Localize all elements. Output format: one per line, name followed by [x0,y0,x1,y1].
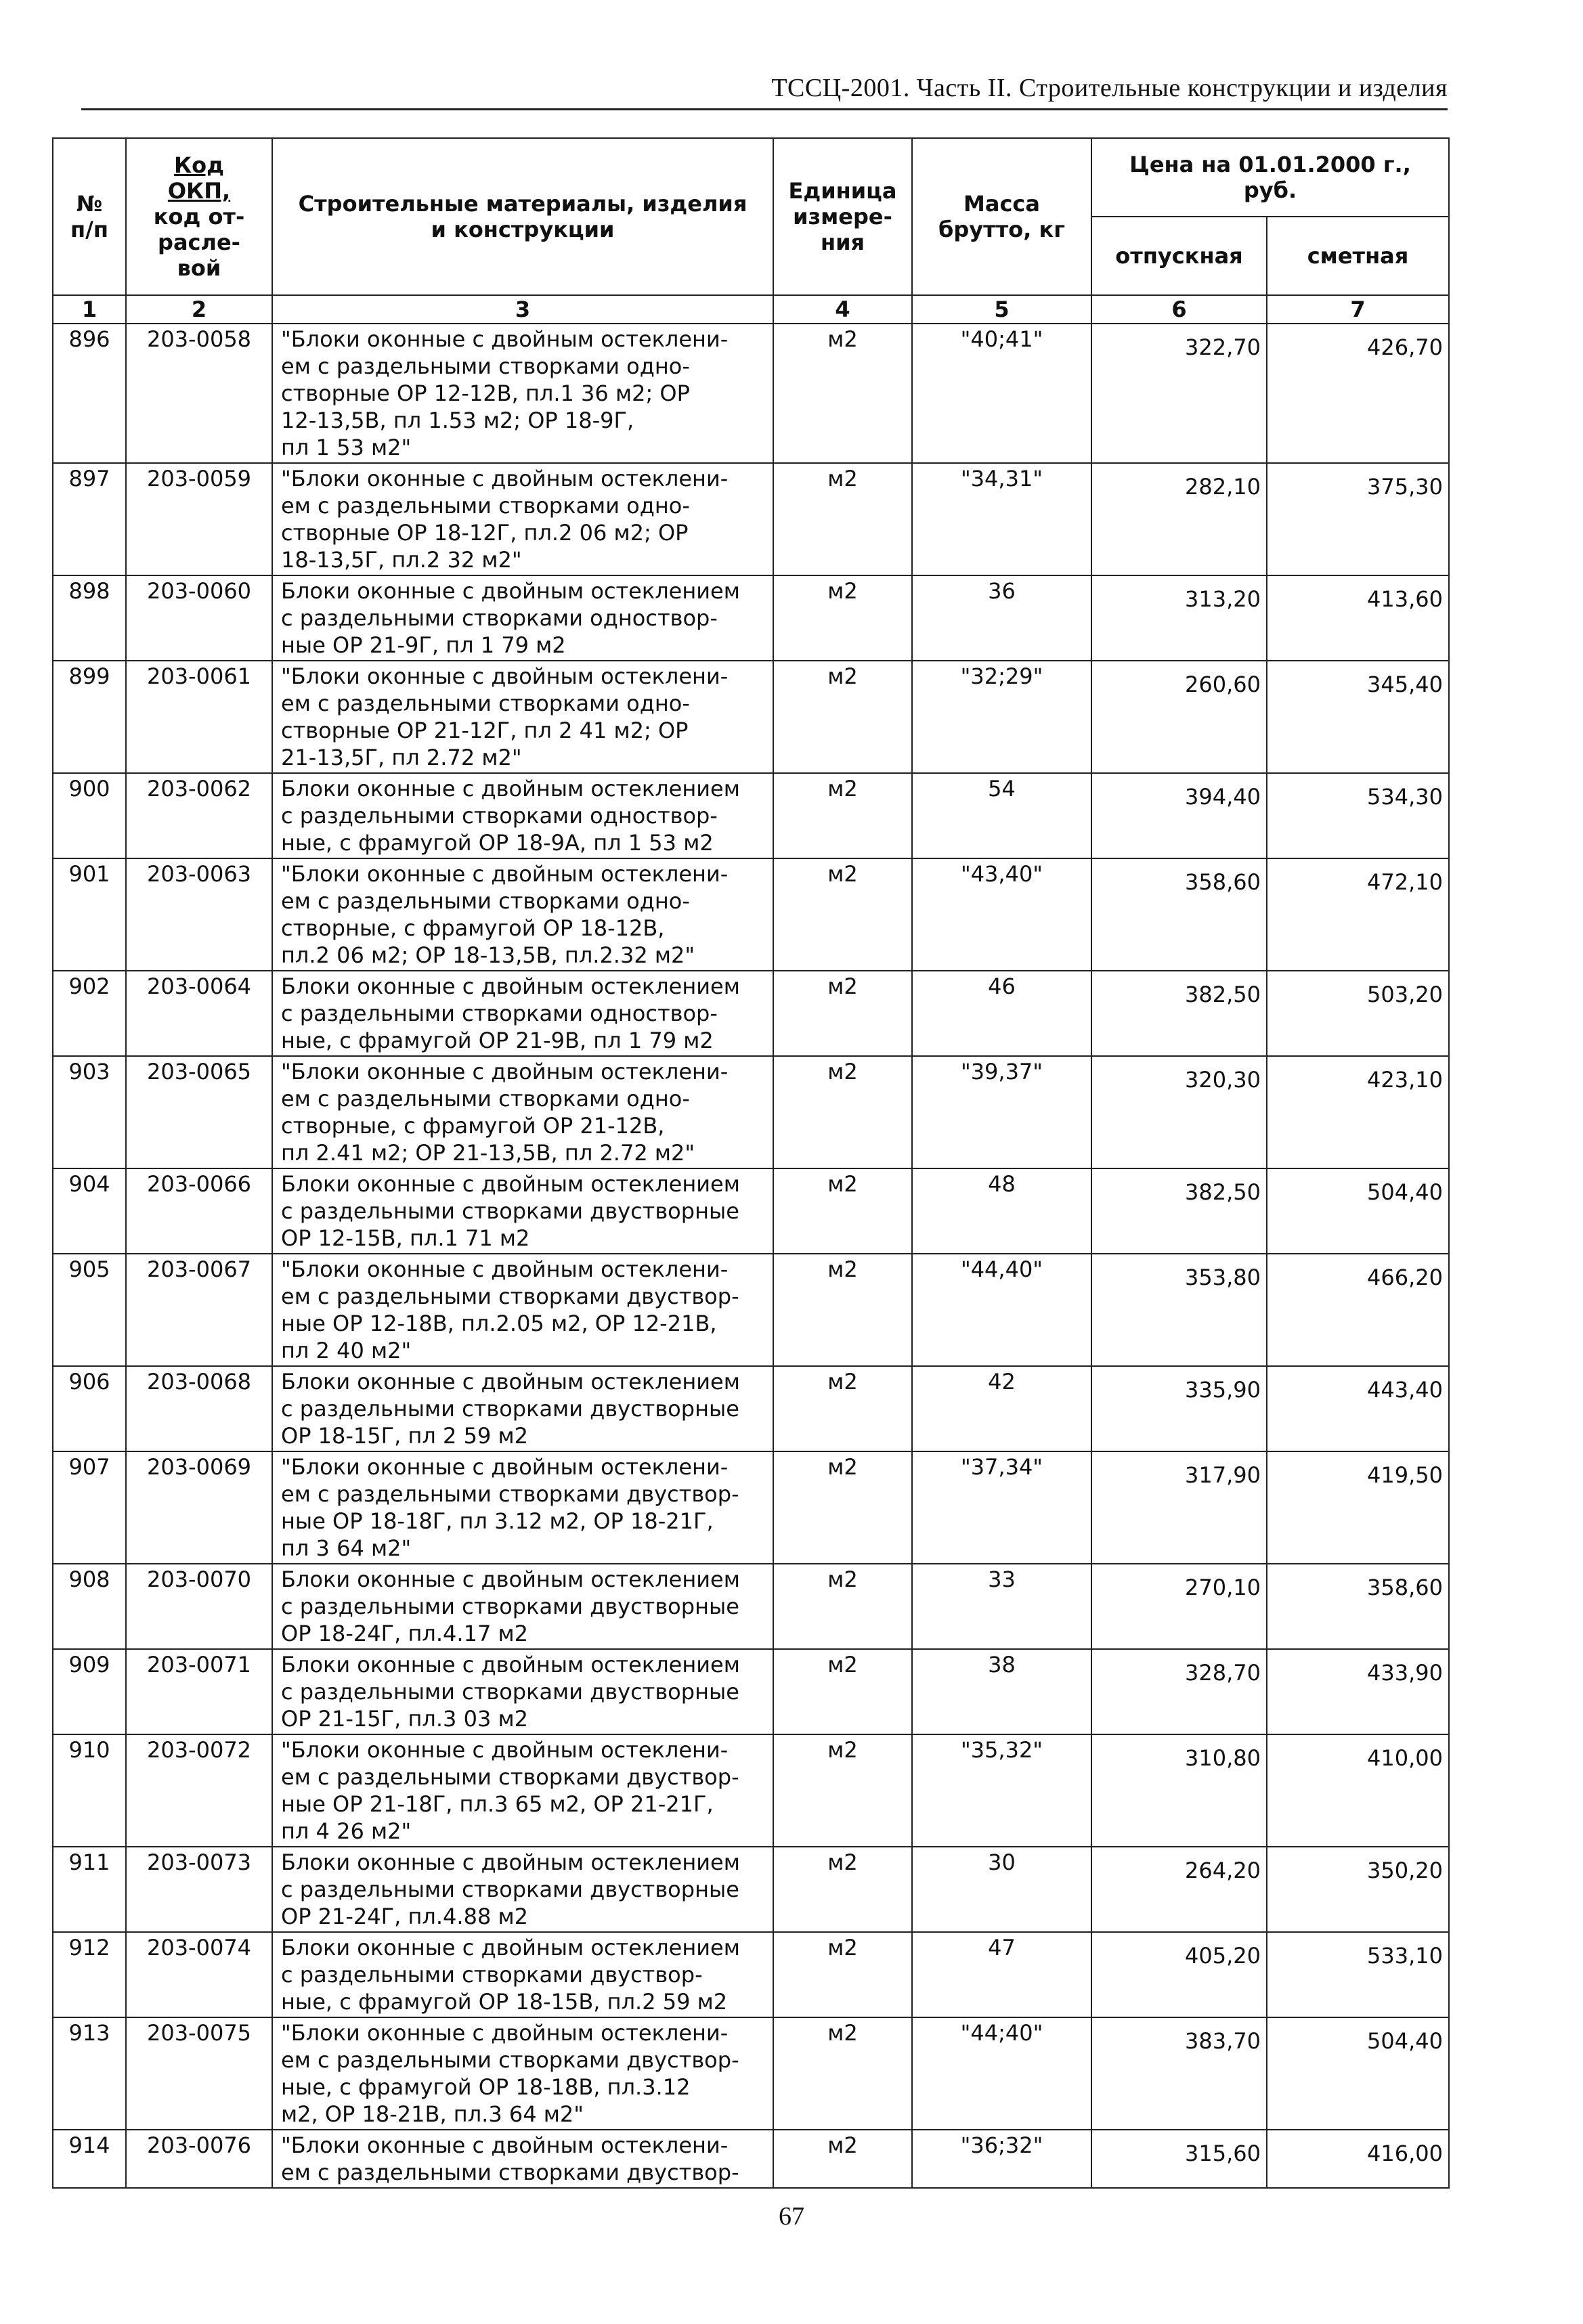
header-price-line1: Цена на 01.01.2000 г., [1129,152,1411,177]
row-description-line: ем с раздельными створками двуствор- [281,2159,739,2185]
row-number: 912 [53,1932,126,2017]
row-number: 904 [53,1168,126,1254]
row-mass: "39,37" [912,1056,1091,1168]
header-code-line4: расле- [158,229,240,255]
row-number: 902 [53,971,126,1056]
row-code: 203-0063 [126,858,272,971]
row-description-line: 18-13,5Г, пл.2 32 м2" [281,547,522,573]
row-code: 203-0073 [126,1847,272,1932]
row-release-price: 260,60 [1091,661,1267,773]
row-mass: 42 [912,1366,1091,1451]
table-row [53,1932,1449,2017]
row-code: 203-0070 [126,1564,272,1649]
row-release-price: 358,60 [1091,858,1267,971]
row-estimate-price: 416,00 [1267,2130,1449,2188]
header-name-line2: и конструкции [431,217,615,242]
table-row [53,971,1449,1056]
row-mass: "44;40" [912,2017,1091,2130]
row-description-line: "Блоки оконные с двойным остеклени- [281,861,729,887]
row-description-line: створные, с фрамугой ОР 18-12В, [281,915,665,941]
row-description [272,1734,773,1847]
row-mass: "34,31" [912,463,1091,575]
row-mass: 54 [912,773,1091,858]
row-mass: 36 [912,575,1091,661]
page-number: 67 [779,2202,804,2231]
row-description-line: ные ОР 21-18Г, пл.3 65 м2, ОР 21-21Г, [281,1791,714,1817]
row-description-line: ем с раздельными створками двуствор- [281,1284,739,1309]
row-description-line: "Блоки оконные с двойным остеклени- [281,2020,729,2046]
row-unit: м2 [773,2017,912,2130]
row-description-line: Блоки оконные с двойным остеклением [281,1849,740,1875]
row-description [272,773,773,858]
row-description-line: пл 4 26 м2" [281,1818,412,1844]
row-code: 203-0059 [126,463,272,575]
table-body [53,324,1449,2188]
column-number: 1 [53,295,126,324]
row-description [272,971,773,1056]
row-number: 898 [53,575,126,661]
table-row [53,773,1449,858]
row-mass: 48 [912,1168,1091,1254]
row-description-line: с раздельными створками одноствор- [281,605,718,631]
row-description-line: ные ОР 21-9Г, пл 1 79 м2 [281,632,566,658]
header-mass-line2: брутто, кг [938,217,1065,242]
row-description-line: "Блоки оконные с двойным остеклени- [281,2132,729,2158]
row-description [272,661,773,773]
row-number: 911 [53,1847,126,1932]
row-unit: м2 [773,858,912,971]
row-description-line: ОР 21-15Г, пл.3 03 м2 [281,1706,528,1732]
row-description-line: 21-13,5Г, пл 2.72 м2" [281,745,522,770]
row-description-line: м2, ОР 18-21В, пл.3 64 м2" [281,2101,584,2127]
row-estimate-price: 503,20 [1267,971,1449,1056]
row-release-price: 328,70 [1091,1649,1267,1734]
row-description-line: ем с раздельными створками двуствор- [281,1481,739,1507]
row-number: 901 [53,858,126,971]
row-description-line: Блоки оконные с двойным остеклением [281,1652,740,1678]
row-description [272,1451,773,1564]
row-description-line: с раздельными створками двустворные [281,1594,739,1619]
row-mass: "44,40" [912,1254,1091,1366]
table-row [53,1734,1449,1847]
row-description-line: ем с раздельными створками двуствор- [281,1764,739,1790]
row-mass: "40;41" [912,324,1091,463]
row-release-price: 264,20 [1091,1847,1267,1932]
row-code: 203-0067 [126,1254,272,1366]
row-unit: м2 [773,971,912,1056]
row-unit: м2 [773,661,912,773]
row-number: 899 [53,661,126,773]
row-unit: м2 [773,463,912,575]
row-number: 903 [53,1056,126,1168]
row-description-line: с раздельными створками одноствор- [281,1001,718,1026]
row-description [272,463,773,575]
header-estimate-price: сметная [1267,217,1449,295]
header-num-line1: № [76,191,103,217]
header-row-top [53,138,1449,217]
table-row [53,858,1449,971]
row-unit: м2 [773,575,912,661]
row-description-line: ные ОР 12-18В, пл.2.05 м2, ОР 12-21В, [281,1311,717,1336]
row-mass: "36;32" [912,2130,1091,2188]
row-release-price: 405,20 [1091,1932,1267,2017]
row-estimate-price: 423,10 [1267,1056,1449,1168]
header-code-line5: вой [177,255,221,281]
row-mass: "37,34" [912,1451,1091,1564]
table-row [53,324,1449,463]
table-row [53,661,1449,773]
row-number: 907 [53,1451,126,1564]
row-description-line: 12-13,5В, пл 1.53 м2; ОР 18-9Г, [281,408,634,433]
row-code: 203-0071 [126,1649,272,1734]
row-mass: 47 [912,1932,1091,2017]
row-code: 203-0058 [126,324,272,463]
row-code: 203-0076 [126,2130,272,2188]
row-number: 913 [53,2017,126,2130]
row-description-line: "Блоки оконные с двойным остеклени- [281,326,729,352]
row-description-line: Блоки оконные с двойным остеклением [281,1369,740,1395]
column-number: 3 [272,295,773,324]
row-description-line: ные, с фрамугой ОР 18-18В, пл.3.12 [281,2074,691,2100]
row-description-line: ные, с фрамугой ОР 18-9А, пл 1 53 м2 [281,830,714,856]
row-description-line: ОР 21-24Г, пл.4.88 м2 [281,1904,528,1929]
row-release-price: 270,10 [1091,1564,1267,1649]
table-row [53,463,1449,575]
row-estimate-price: 466,20 [1267,1254,1449,1366]
row-description-line: Блоки оконные с двойным остеклением [281,578,740,604]
row-description-line: с раздельными створками двустворные [281,1679,739,1705]
row-description-line: створные, с фрамугой ОР 21-12В, [281,1113,665,1139]
row-mass: "43,40" [912,858,1091,971]
row-description-line: ем с раздельными створками одно- [281,353,690,379]
row-estimate-price: 426,70 [1267,324,1449,463]
row-unit: м2 [773,1451,912,1564]
row-description [272,1649,773,1734]
row-description-line: с раздельными створками двустворные [281,1396,739,1422]
row-mass: "35,32" [912,1734,1091,1847]
row-description-line: ОР 12-15В, пл.1 71 м2 [281,1225,530,1251]
table-row [53,1168,1449,1254]
row-description-line: Блоки оконные с двойным остеклением [281,973,740,999]
table-row [53,1056,1449,1168]
header-num-line2: п/п [70,217,108,242]
row-number: 914 [53,2130,126,2188]
row-estimate-price: 533,10 [1267,1932,1449,2017]
row-description [272,1932,773,2017]
row-release-price: 353,80 [1091,1254,1267,1366]
row-number: 909 [53,1649,126,1734]
row-unit: м2 [773,2130,912,2188]
row-unit: м2 [773,1847,912,1932]
row-number: 906 [53,1366,126,1451]
row-unit: м2 [773,773,912,858]
header-code-line2: ОКП, [167,178,231,204]
header-num [53,138,126,295]
row-unit: м2 [773,324,912,463]
row-description [272,1564,773,1649]
header-name [272,138,773,295]
row-release-price: 394,40 [1091,773,1267,858]
table-row [53,1366,1449,1451]
table-row [53,1649,1449,1734]
row-estimate-price: 419,50 [1267,1451,1449,1564]
header-mass [912,138,1091,295]
row-estimate-price: 433,90 [1267,1649,1449,1734]
row-code: 203-0068 [126,1366,272,1451]
row-description [272,2017,773,2130]
row-unit: м2 [773,1254,912,1366]
row-description-line: ОР 18-15Г, пл 2 59 м2 [281,1423,528,1449]
row-release-price: 313,20 [1091,575,1267,661]
row-estimate-price: 410,00 [1267,1734,1449,1847]
row-estimate-price: 504,40 [1267,2017,1449,2130]
row-code: 203-0062 [126,773,272,858]
row-number: 910 [53,1734,126,1847]
header-price-line2: руб. [1243,177,1297,203]
row-mass: 30 [912,1847,1091,1932]
header-name-line1: Строительные материалы, изделия [298,191,747,217]
row-description-line: пл 3 64 м2" [281,1535,412,1561]
row-number: 897 [53,463,126,575]
row-description-line: Блоки оконные с двойным остеклением [281,1566,740,1592]
row-description-line: пл 1 53 м2" [281,435,412,460]
row-number: 896 [53,324,126,463]
row-release-price: 315,60 [1091,2130,1267,2188]
row-mass: 46 [912,971,1091,1056]
row-description [272,324,773,463]
row-description-line: ные ОР 18-18Г, пл 3.12 м2, ОР 18-21Г, [281,1508,714,1534]
row-description-line: пл.2 06 м2; ОР 18-13,5В, пл.2.32 м2" [281,942,695,968]
row-number: 900 [53,773,126,858]
row-description-line: "Блоки оконные с двойным остеклени- [281,466,729,491]
row-description-line: Блоки оконные с двойным остеклением [281,776,740,802]
table-row [53,1847,1449,1932]
page-header-title: ТССЦ-2001. Часть II. Строительные конструкции и изделия [771,74,1448,102]
column-number: 6 [1091,295,1267,324]
row-number: 905 [53,1254,126,1366]
row-description [272,2130,773,2188]
header-unit-line1: Единица [788,178,897,204]
row-code: 203-0066 [126,1168,272,1254]
row-description [272,1056,773,1168]
row-description-line: ные, с фрамугой ОР 18-15В, пл.2 59 м2 [281,1989,728,2015]
row-description [272,575,773,661]
row-description-line: "Блоки оконные с двойным остеклени- [281,1454,729,1480]
row-estimate-price: 358,60 [1267,1564,1449,1649]
table-row [53,1254,1449,1366]
row-release-price: 382,50 [1091,971,1267,1056]
row-code: 203-0065 [126,1056,272,1168]
row-description-line: с раздельными створками одноствор- [281,803,718,829]
header-price [1091,138,1449,217]
row-description [272,1168,773,1254]
row-estimate-price: 504,40 [1267,1168,1449,1254]
row-release-price: 382,50 [1091,1168,1267,1254]
header-code-line1: Код [174,152,224,178]
row-release-price: 383,70 [1091,2017,1267,2130]
price-table [52,137,1450,2189]
row-estimate-price: 375,30 [1267,463,1449,575]
row-mass: 33 [912,1564,1091,1649]
column-number: 5 [912,295,1091,324]
row-description-line: "Блоки оконные с двойным остеклени- [281,663,729,689]
header-unit [773,138,912,295]
row-description-line: ем с раздельными створками одно- [281,690,690,716]
table-row [53,575,1449,661]
row-description-line: створные ОР 12-12В, пл.1 36 м2; ОР [281,380,690,406]
row-description-line: Блоки оконные с двойным остеклением [281,1171,740,1197]
column-number-row [53,295,1449,324]
row-code: 203-0060 [126,575,272,661]
row-description-line: с раздельными створками двустворные [281,1198,739,1224]
row-estimate-price: 345,40 [1267,661,1449,773]
row-description [272,858,773,971]
row-code: 203-0069 [126,1451,272,1564]
row-description-line: с раздельными створками двустворные [281,1877,739,1902]
header-rule [81,108,1448,110]
row-unit: м2 [773,1649,912,1734]
table-row [53,1564,1449,1649]
row-code: 203-0061 [126,661,272,773]
row-estimate-price: 534,30 [1267,773,1449,858]
row-estimate-price: 472,10 [1267,858,1449,971]
header-unit-line3: ния [820,229,865,255]
row-mass: 38 [912,1649,1091,1734]
row-release-price: 335,90 [1091,1366,1267,1451]
row-description-line: ОР 18-24Г, пл.4.17 м2 [281,1621,528,1646]
row-description-line: ем с раздельными створками двуствор- [281,2047,739,2073]
row-description-line: с раздельными створками двуствор- [281,1962,703,1988]
row-number: 908 [53,1564,126,1649]
row-code: 203-0075 [126,2017,272,2130]
row-description-line: створные ОР 18-12Г, пл.2 06 м2; ОР [281,520,689,546]
row-estimate-price: 350,20 [1267,1847,1449,1932]
row-unit: м2 [773,1168,912,1254]
header-release-price: отпускная [1091,217,1267,295]
row-release-price: 310,80 [1091,1734,1267,1847]
header-code [126,138,272,295]
row-description-line: створные ОР 21-12Г, пл 2 41 м2; ОР [281,718,689,743]
row-release-price: 320,30 [1091,1056,1267,1168]
row-unit: м2 [773,1932,912,2017]
column-number: 4 [773,295,912,324]
header-unit-line2: измере- [793,204,892,229]
row-unit: м2 [773,1366,912,1451]
row-unit: м2 [773,1564,912,1649]
table-row [53,2017,1449,2130]
row-description-line: пл 2.41 м2; ОР 21-13,5В, пл 2.72 м2" [281,1140,695,1166]
row-release-price: 317,90 [1091,1451,1267,1564]
row-description [272,1254,773,1366]
row-mass: "32;29" [912,661,1091,773]
row-code: 203-0064 [126,971,272,1056]
column-number: 2 [126,295,272,324]
row-description-line: Блоки оконные с двойным остеклением [281,1935,740,1960]
row-description [272,1847,773,1932]
row-description-line: "Блоки оконные с двойным остеклени- [281,1737,729,1763]
row-release-price: 282,10 [1091,463,1267,575]
row-description [272,1366,773,1451]
row-unit: м2 [773,1734,912,1847]
row-release-price: 322,70 [1091,324,1267,463]
row-description-line: пл 2 40 м2" [281,1338,412,1363]
row-code: 203-0072 [126,1734,272,1847]
row-description-line: ем с раздельными створками одно- [281,1086,690,1112]
row-estimate-price: 443,40 [1267,1366,1449,1451]
table-row [53,1451,1449,1564]
column-number: 7 [1267,295,1449,324]
row-description-line: "Блоки оконные с двойным остеклени- [281,1256,729,1282]
header-mass-line1: Масса [963,191,1040,217]
table-row [53,2130,1449,2188]
row-code: 203-0074 [126,1932,272,2017]
header-code-line3: код от- [153,204,245,229]
row-description-line: ем с раздельными створками одно- [281,888,690,914]
row-description-line: ем с раздельными створками одно- [281,493,690,519]
row-estimate-price: 413,60 [1267,575,1449,661]
row-description-line: "Блоки оконные с двойным остеклени- [281,1059,729,1084]
row-description-line: ные, с фрамугой ОР 21-9В, пл 1 79 м2 [281,1028,714,1053]
row-unit: м2 [773,1056,912,1168]
